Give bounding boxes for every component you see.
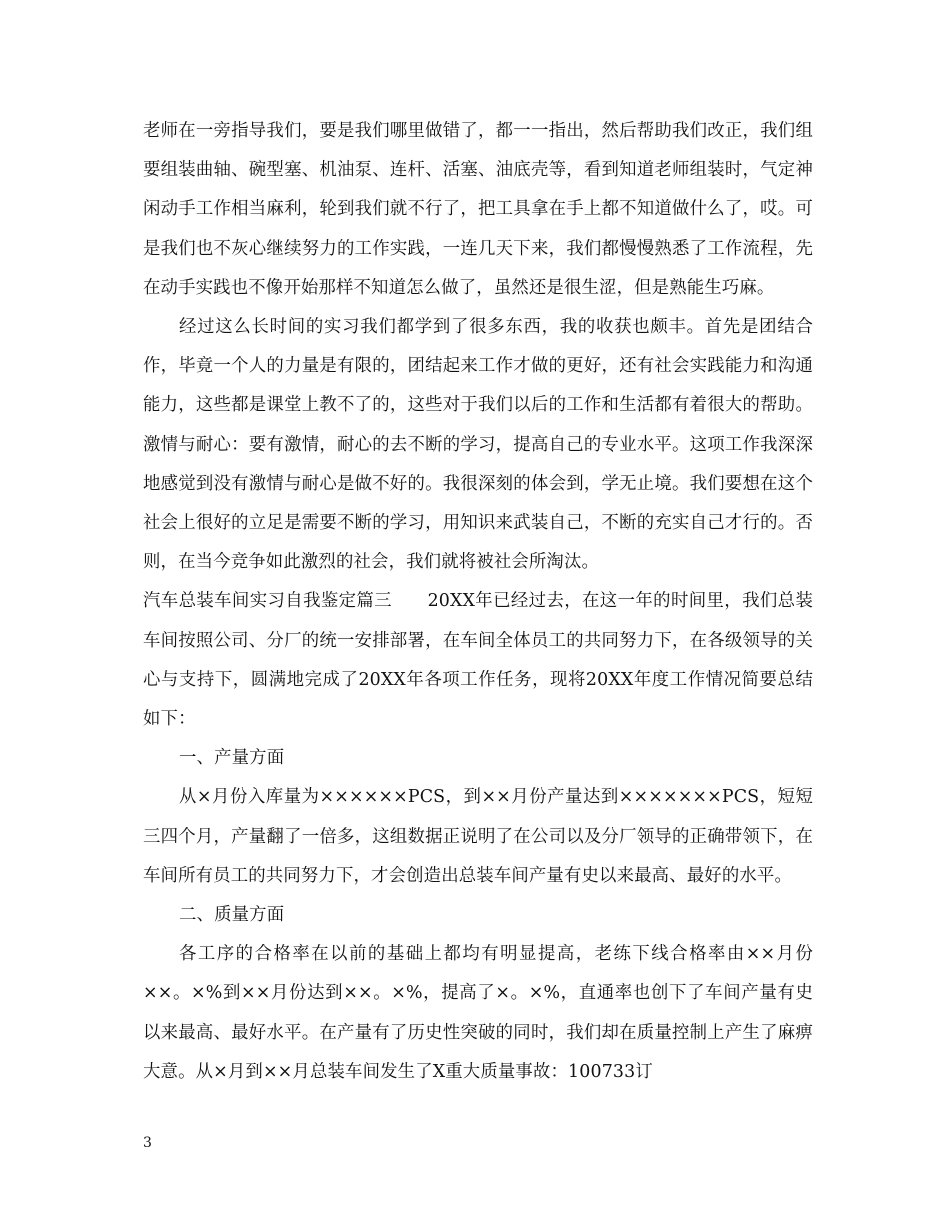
paragraph-section-three-intro: 汽车总装车间实习自我鉴定篇三 20XX年已经过去，在这一年的时间里，我们总装车间按照公司、分厂的统一安排部署，在车间全体员工的共同努力下，在各级领导的关心与支持下，圆满地完成了20XX年各项工作任务，现将20XX年度工作情况简要总结如下： <box>143 591 813 730</box>
paragraph-continuation: 老师在一旁指导我们，要是我们哪里做错了，都一一指出，然后帮助我们改正，我们组要组装曲轴、碗型塞、机油泵、连杆、活塞、油底壳等，看到知道老师组装时，气定神闲动手工作相当麻利，轮到我们就不行了，把工具拿在手上都不知道做什么了，哎。可是我们也不灰心继续努力的工作实践，一连几天下来，我们都慢慢熟悉了工作流程，先在动手实践也不像开始那样不知道怎么做了，虽然还是很生涩，但是熟能生巧麻。 <box>143 121 813 298</box>
paragraph-quality: 各工序的合格率在以前的基础上都均有明显提高，老练下线合格率由××月份××。×%到××月份达到××。×%，提高了×。×%，直通率也创下了车间产量有史以来最高、最好水平。在产量有了历史性突破的同时，我们却在质量控制上产生了麻痹大意。从×月到××月总装车间发生了X重大质量事故：100733订 <box>143 944 813 1082</box>
paragraph-internship-gains: 经过这么长时间的实习我们都学到了很多东西，我的收获也颇丰。首先是团结合作，毕竟一个人的力量是有限的，团结起来工作才做的更好，还有社会实践能力和沟通能力，这些都是课堂上教不了的，这些对于我们以后的工作和生活都有着很大的帮助。激情与耐心：要有激情，耐心的去不断的学习，提高自己的专业水平。这项工作我深深地感觉到没有激情与耐心是做不好的。我很深刻的体会到，学无止境。我们要想在这个社会上很好的立足是需要不断的学习，用知识来武装自己，不断的充实自己才行的。否则，在当今竞争如此激烈的社会，我们就将被社会所淘汰。 <box>143 317 813 573</box>
heading-quality: 二、质量方面 <box>179 905 285 926</box>
document-body <box>143 112 813 1092</box>
page-number: 3 <box>143 1135 152 1151</box>
heading-output: 一、产量方面 <box>179 748 285 769</box>
paragraph-output: 从×月份入库量为××××××PCS，到××月份产量达到×××××××PCS，短短三四个月，产量翻了一倍多，这组数据正说明了在公司以及分厂领导的正确带领下，在车间所有员工的共同努力下，才会创造出总装车间产量有史以来最高、最好的水平。 <box>143 787 813 886</box>
